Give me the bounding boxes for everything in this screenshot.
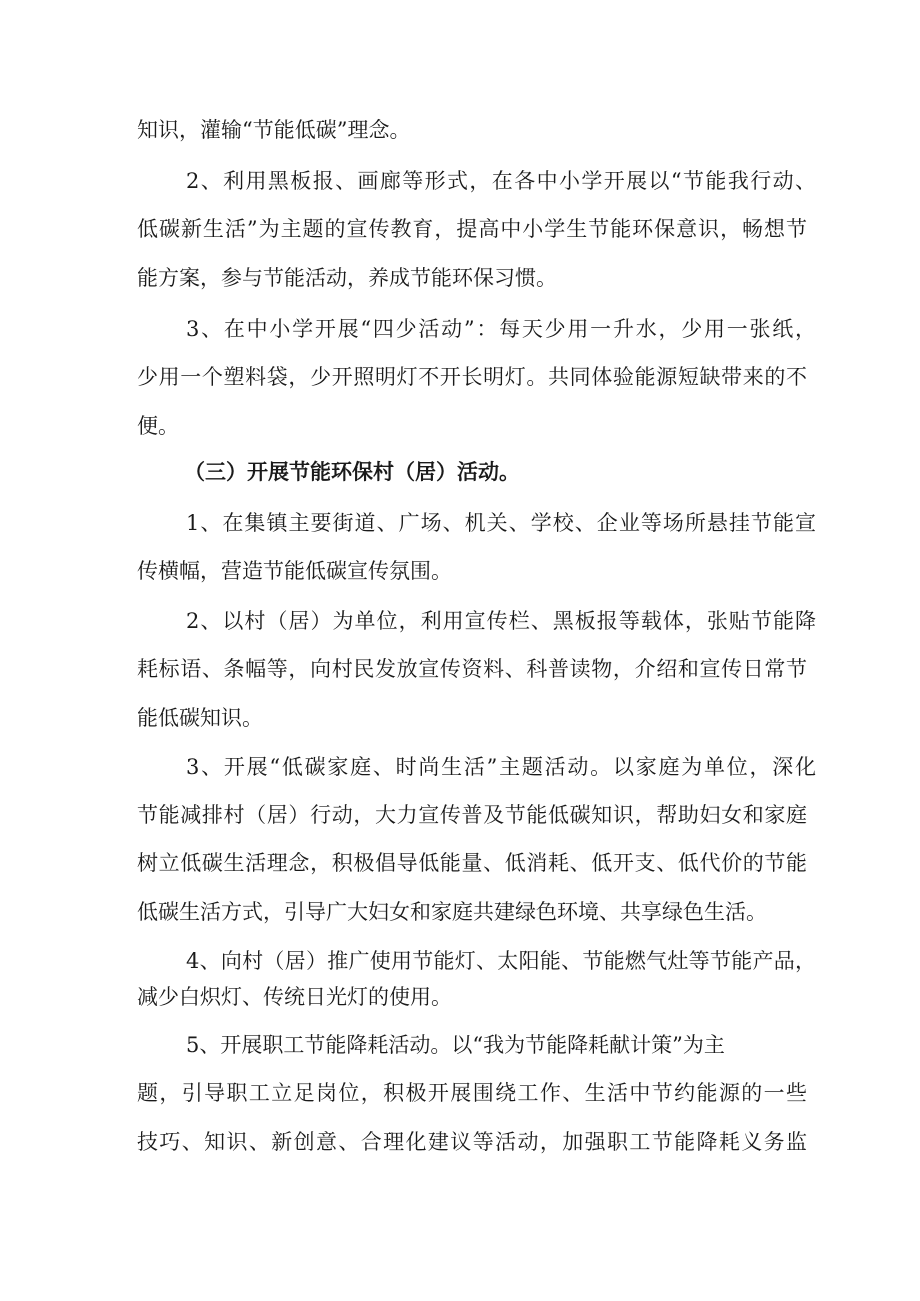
- text-line: 技巧、知识、新创意、合理化建议等活动，加强职工节能降耗义务监: [137, 1130, 807, 1154]
- text-line: 传横幅，营造节能低碳宣传氛围。: [137, 559, 452, 583]
- text-line: 树立低碳生活理念，积极倡导低能量、低消耗、低开支、低代价的节能: [137, 851, 807, 875]
- paragraph-first-line: 2、以村（居）为单位，利用宣传栏、黑板报等载体，张贴节能降: [186, 609, 816, 633]
- section-heading: （三）开展节能环保村（居）活动。: [184, 459, 520, 484]
- paragraph-first-line: 1、在集镇主要街道、广场、机关、学校、企业等场所悬挂节能宣: [186, 511, 816, 535]
- text-line: 节能减排村（居）行动，大力宣传普及节能低碳知识，帮助妇女和家庭: [137, 803, 807, 827]
- text-line: 少用一个塑料袋，少开照明灯不开长明灯。共同体验能源短缺带来的不: [137, 365, 807, 389]
- paragraph-first-line: 4、向村（居）推广使用节能灯、太阳能、节能燃气灶等节能产品，: [186, 949, 816, 973]
- text-line: 耗标语、条幅等，向村民发放宣传资料、科普读物，介绍和宣传日常节: [137, 657, 807, 681]
- text-line: 减少白炽灯、传统日光灯的使用。: [137, 985, 452, 1009]
- text-line: 能低碳知识。: [137, 706, 263, 730]
- text-line: 低碳生活方式，引导广大妇女和家庭共建绿色环境、共享绿色生活。: [137, 900, 767, 924]
- text-line: 低碳新生活”为主题的宣传教育，提高中小学生节能环保意识，畅想节: [137, 217, 807, 241]
- text-line: 能方案，参与节能活动，养成节能环保习惯。: [137, 266, 557, 290]
- text-line: 便。: [137, 414, 179, 438]
- text-line: 题，引导职工立足岗位，积极开展围绕工作、生活中节约能源的一些: [137, 1081, 807, 1105]
- paragraph-first-line: 2、利用黑板报、画廊等形式，在各中小学开展以“节能我行动、: [186, 169, 816, 193]
- paragraph-first-line: 3、在中小学开展“四少活动”：每天少用一升水，少用一张纸，: [186, 317, 816, 341]
- text-line: 知识，灌输“节能低碳”理念。: [137, 118, 411, 142]
- paragraph-first-line: 3、开展“低碳家庭、时尚生活”主题活动。以家庭为单位，深化: [186, 755, 816, 779]
- paragraph-first-line: 5、开展职工节能降耗活动。以“我为节能降耗献计策”为主: [186, 1033, 725, 1057]
